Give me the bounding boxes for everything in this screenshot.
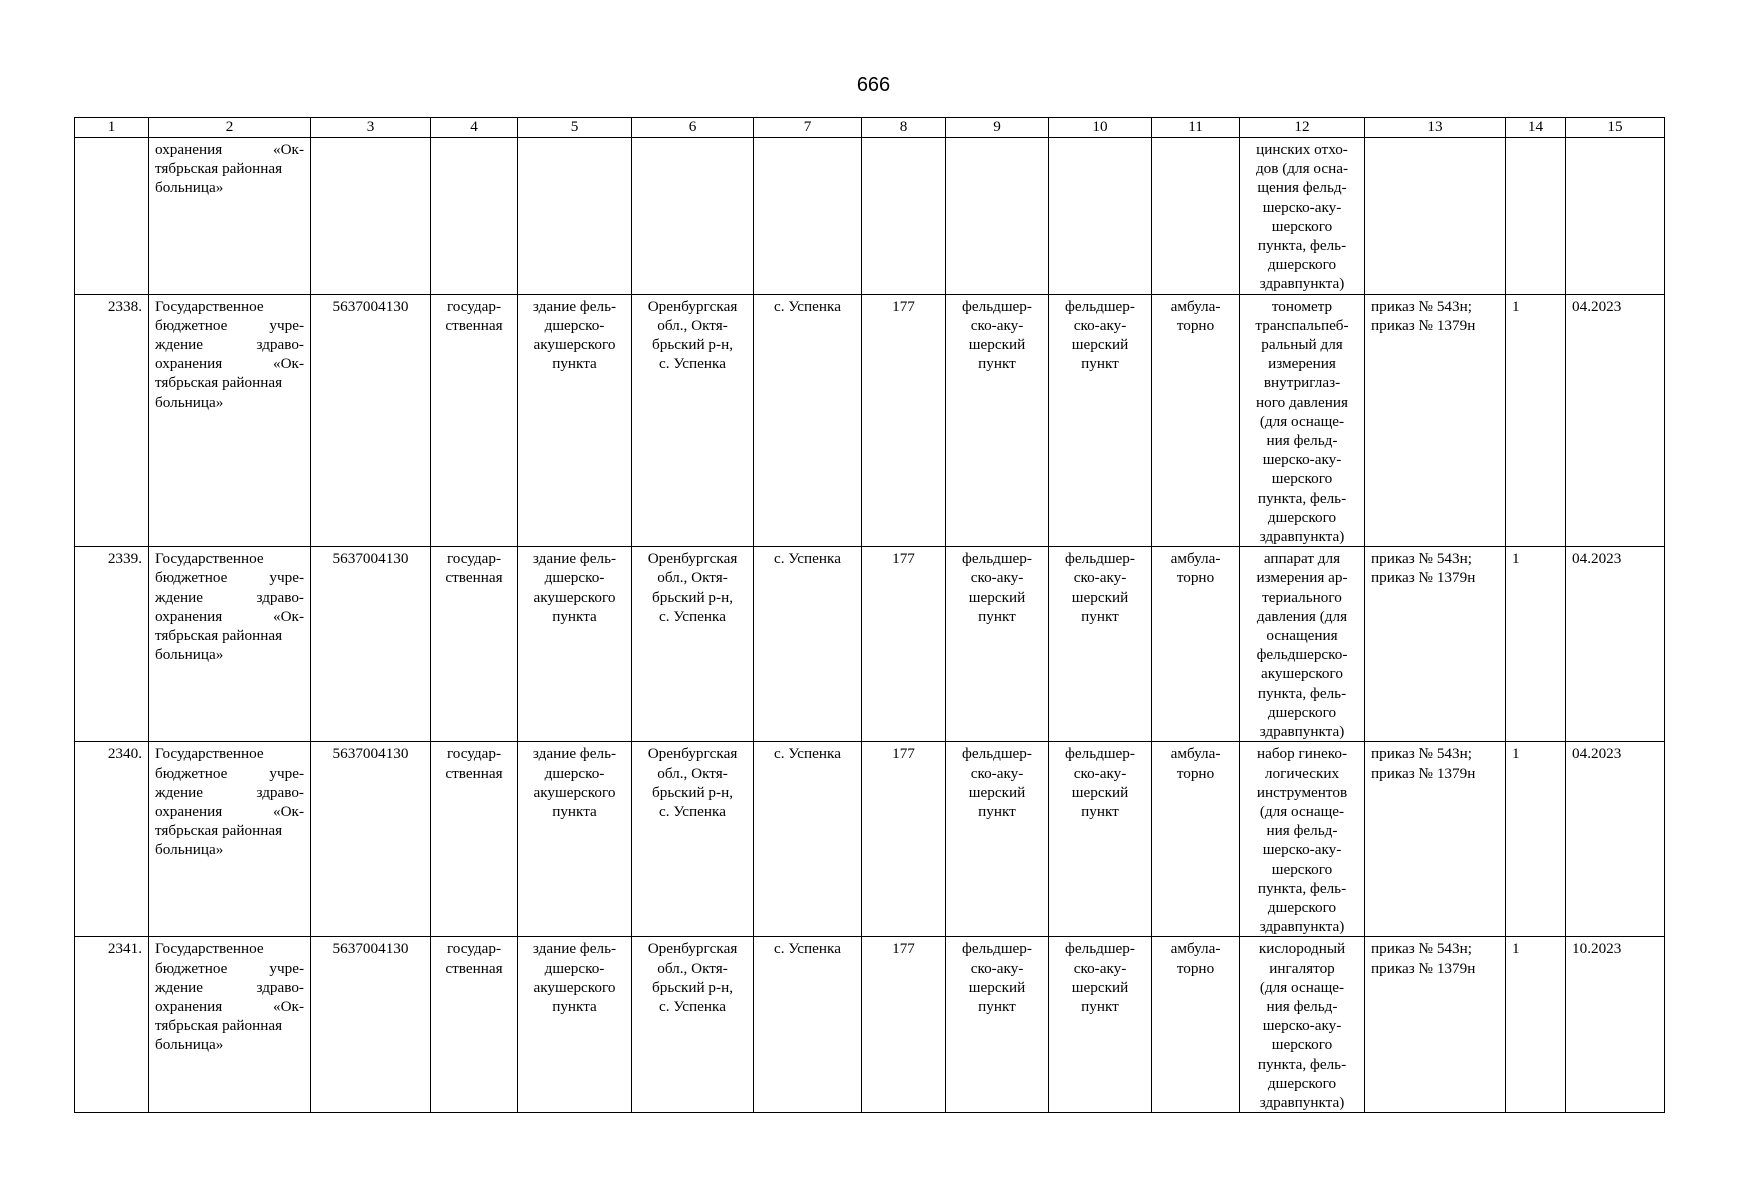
organization-line: [155, 335, 304, 354]
inn-cell: 5637004130: [311, 547, 431, 742]
equipment-cell: [1240, 742, 1365, 937]
basis-line: приказ № 543н;: [1371, 550, 1472, 568]
type-a-cell: [946, 547, 1049, 742]
building-line: здание фель-: [532, 745, 617, 763]
registry-table: [74, 117, 1665, 1113]
inn-cell: 5637004130: [311, 294, 431, 547]
type-b-line: фельдшер-: [1065, 297, 1135, 315]
type-a-line: ско-аку-: [970, 569, 1024, 587]
organization-word: охранения: [155, 802, 223, 820]
ownership-line: государ-: [446, 940, 502, 958]
equipment-line: ния фельд-: [1266, 822, 1338, 840]
building-line: акушерского: [533, 588, 616, 606]
type-b-line: фельдшер-: [1065, 550, 1135, 568]
building-cell: [518, 742, 632, 937]
equipment-line: пункта, фель-: [1257, 1055, 1347, 1073]
basis-line: приказ № 543н;: [1371, 297, 1472, 315]
equipment-line: шерского: [1271, 1036, 1333, 1054]
equipment-line: (для оснаще-: [1259, 412, 1345, 430]
ownership-line: ственная: [445, 764, 503, 782]
type-a-line: ско-аку-: [970, 959, 1024, 977]
care-cell: [1152, 742, 1240, 937]
building-line: пункта: [552, 355, 597, 373]
building-line: здание фель-: [532, 940, 617, 958]
equipment-cell: [1240, 547, 1365, 742]
organization-line: [155, 607, 304, 626]
type-a-line: фельдшер-: [962, 745, 1032, 763]
page-number: 666: [856, 74, 891, 96]
code-cell: 177: [862, 294, 946, 547]
cell-empty: [1506, 138, 1566, 295]
address-line: обл., Октя-: [657, 569, 728, 587]
address-cell: [632, 937, 754, 1113]
column-number-11: 11: [1152, 118, 1240, 138]
organization-word: учре-: [269, 764, 304, 782]
continuation-row: [75, 138, 1665, 295]
type-a-line: пункт: [978, 997, 1016, 1015]
care-line: амбула-: [1170, 745, 1221, 763]
organization-line: [155, 316, 304, 335]
type-a-line: шерский: [968, 783, 1026, 801]
cell-empty: [632, 138, 754, 295]
type-a-line: шерский: [968, 978, 1026, 996]
column-number-8: 8: [862, 118, 946, 138]
column-number-row: [75, 118, 1665, 138]
cell-empty: [754, 138, 862, 295]
organization-word: бюджетное: [155, 764, 228, 782]
building-cell: [518, 937, 632, 1113]
equipment-cell: [1240, 937, 1365, 1113]
organization-line: Государственное: [155, 940, 264, 958]
organization-word: ждение: [155, 588, 203, 606]
address-cell: [632, 547, 754, 742]
equipment-line: дшерского: [1267, 898, 1337, 916]
organization-line: больница»: [155, 1036, 224, 1054]
organization-word: охранения: [155, 997, 223, 1015]
organization-line: больница»: [155, 179, 224, 197]
address-line: Оренбургская: [647, 940, 738, 958]
address-line: обл., Октя-: [657, 316, 728, 334]
equipment-line: кислородный: [1258, 940, 1346, 958]
care-cell: [1152, 547, 1240, 742]
organization-line: [155, 978, 304, 997]
equipment-line: здравпункта): [1259, 1093, 1345, 1111]
type-a-cell: [946, 742, 1049, 937]
building-cell: [518, 294, 632, 547]
organization-line: Государственное: [155, 297, 264, 315]
date-cell: 10.2023: [1566, 937, 1665, 1113]
organization-line: [155, 764, 304, 783]
address-cell: [632, 294, 754, 547]
type-b-cell: [1049, 294, 1152, 547]
column-number-12: 12: [1240, 118, 1365, 138]
column-number-4: 4: [431, 118, 518, 138]
organization-word: учре-: [269, 959, 304, 977]
type-b-cell: [1049, 547, 1152, 742]
equipment-line: ния фельд-: [1266, 997, 1338, 1015]
table-row: [75, 547, 1665, 742]
equipment-line: дов (для осна-: [1255, 160, 1349, 178]
organization-line: больница»: [155, 393, 224, 411]
cell-empty: [431, 138, 518, 295]
type-a-cell: [946, 294, 1049, 547]
cell-empty: [1566, 138, 1665, 295]
organization-line: тябрьская районная: [155, 822, 283, 840]
table-row: [75, 294, 1665, 547]
type-b-cell: [1049, 742, 1152, 937]
code-cell: 177: [862, 547, 946, 742]
organization-line: [155, 959, 304, 978]
building-line: акушерского: [533, 783, 616, 801]
organization-word: «Ок-: [273, 802, 304, 820]
organization-cell: [149, 742, 311, 937]
organization-line: больница»: [155, 646, 224, 664]
column-number-1: 1: [75, 118, 149, 138]
organization-word: «Ок-: [273, 355, 304, 373]
address-line: Оренбургская: [647, 297, 738, 315]
basis-line: приказ № 1379н: [1371, 316, 1476, 334]
equipment-cell: [1240, 294, 1365, 547]
equipment-line: (для оснаще-: [1259, 802, 1345, 820]
column-number-2: 2: [149, 118, 311, 138]
building-cell: [518, 547, 632, 742]
table-row: [75, 742, 1665, 937]
equipment-line: внутриглаз-: [1263, 374, 1341, 392]
equipment-line: логических: [1264, 764, 1340, 782]
equipment-line: дшерского: [1267, 256, 1337, 274]
code-cell: 177: [862, 937, 946, 1113]
organization-word: бюджетное: [155, 569, 228, 587]
type-a-line: ско-аку-: [970, 764, 1024, 782]
ownership-line: государ-: [446, 550, 502, 568]
type-a-line: ско-аку-: [970, 316, 1024, 334]
type-a-line: пункт: [978, 355, 1016, 373]
inn-cell: 5637004130: [311, 937, 431, 1113]
organization-word: учре-: [269, 569, 304, 587]
quantity-cell: 1: [1506, 547, 1566, 742]
equipment-line: оснащения: [1266, 627, 1338, 645]
organization-line: [155, 588, 304, 607]
address-line: обл., Октя-: [657, 764, 728, 782]
equipment-line: (для оснаще-: [1259, 978, 1345, 996]
column-number-13: 13: [1365, 118, 1506, 138]
building-line: акушерского: [533, 978, 616, 996]
equipment-line: пункта, фель-: [1257, 237, 1347, 255]
equipment-line: териального: [1262, 588, 1342, 606]
equipment-line: пункта, фель-: [1257, 489, 1347, 507]
organization-line: тябрьская районная: [155, 1017, 283, 1035]
organization-cell: [149, 547, 311, 742]
organization-word: «Ок-: [273, 607, 304, 625]
building-line: дшерско-: [544, 316, 605, 334]
type-b-line: шерский: [1071, 978, 1129, 996]
equipment-line: аппарат для: [1263, 550, 1341, 568]
type-a-cell: [946, 937, 1049, 1113]
basis-cell: [1365, 547, 1506, 742]
equipment-line: фельдшерско-: [1256, 646, 1348, 664]
equipment-line: дшерского: [1267, 1074, 1337, 1092]
row-number: 2340.: [75, 742, 149, 937]
organization-word: здраво-: [256, 783, 304, 801]
date-cell: 04.2023: [1566, 742, 1665, 937]
organization-cell: [149, 937, 311, 1113]
equipment-line: шерско-аку-: [1262, 841, 1342, 859]
address-line: Оренбургская: [647, 745, 738, 763]
equipment-line: ния фельд-: [1266, 432, 1338, 450]
inn-cell: 5637004130: [311, 742, 431, 937]
ownership-line: государ-: [446, 745, 502, 763]
equipment-line: давления (для: [1256, 607, 1348, 625]
address-line: брьский р-н,: [652, 588, 733, 606]
column-number-15: 15: [1566, 118, 1665, 138]
care-line: торно: [1176, 764, 1215, 782]
equipment-line: дшерского: [1267, 508, 1337, 526]
care-line: торно: [1176, 959, 1215, 977]
address-line: с. Успенка: [659, 607, 726, 625]
equipment-line: здравпункта): [1259, 275, 1345, 293]
row-number: 2339.: [75, 547, 149, 742]
organization-word: ждение: [155, 783, 203, 801]
column-number-9: 9: [946, 118, 1049, 138]
cell-empty: [75, 138, 149, 295]
care-line: амбула-: [1170, 297, 1221, 315]
equipment-line: транспальпеб-: [1255, 316, 1349, 334]
quantity-cell: 1: [1506, 294, 1566, 547]
organization-word: бюджетное: [155, 959, 228, 977]
type-a-line: шерский: [968, 588, 1026, 606]
column-number-14: 14: [1506, 118, 1566, 138]
equipment-line: шерско-аку-: [1262, 451, 1342, 469]
type-b-line: ско-аку-: [1073, 569, 1127, 587]
type-b-line: фельдшер-: [1065, 940, 1135, 958]
equipment-line: щения фельд-: [1257, 179, 1347, 197]
type-a-line: фельдшер-: [962, 550, 1032, 568]
cell-empty: [1049, 138, 1152, 295]
organization-line: [155, 568, 304, 587]
type-b-line: ско-аку-: [1073, 316, 1127, 334]
organization-line: больница»: [155, 841, 224, 859]
quantity-cell: 1: [1506, 742, 1566, 937]
organization-word: здраво-: [256, 588, 304, 606]
code-cell: 177: [862, 742, 946, 937]
cell-empty: [518, 138, 632, 295]
address-line: обл., Октя-: [657, 959, 728, 977]
building-line: дшерско-: [544, 569, 605, 587]
care-line: торно: [1176, 569, 1215, 587]
organization-word: учре-: [269, 316, 304, 334]
organization-line: [155, 354, 304, 373]
equipment-line: здравпункта): [1259, 918, 1345, 936]
basis-line: приказ № 1379н: [1371, 959, 1476, 977]
organization-word: охранения: [155, 355, 223, 373]
equipment-line: цинских отхо-: [1256, 141, 1348, 158]
ownership-cell: [431, 294, 518, 547]
equipment-line: пункта, фель-: [1257, 879, 1347, 897]
care-cell: [1152, 937, 1240, 1113]
care-line: торно: [1176, 316, 1215, 334]
equipment-line: здравпункта): [1259, 723, 1345, 741]
care-line: амбула-: [1170, 940, 1221, 958]
ownership-line: государ-: [446, 297, 502, 315]
type-b-line: шерский: [1071, 336, 1129, 354]
organization-word: здраво-: [256, 978, 304, 996]
address-line: Оренбургская: [647, 550, 738, 568]
organization-line: тябрьская районная: [155, 627, 283, 645]
equipment-line: шерского: [1271, 470, 1333, 488]
settlement-cell: с. Успенка: [754, 294, 862, 547]
column-number-7: 7: [754, 118, 862, 138]
basis-cell: [1365, 294, 1506, 547]
type-a-line: фельдшер-: [962, 940, 1032, 958]
organization-line: тябрьская районная: [155, 160, 283, 178]
equipment-line: здравпункта): [1259, 528, 1345, 546]
organization-line: Государственное: [155, 745, 264, 763]
type-a-line: фельдшер-: [962, 297, 1032, 315]
equipment-line: ингалятор: [1269, 959, 1335, 977]
organization-word: охранения: [155, 607, 223, 625]
organization-line: [155, 802, 304, 821]
ownership-cell: [431, 742, 518, 937]
organization-word: ждение: [155, 978, 203, 996]
equipment-cell: [1240, 138, 1365, 295]
address-line: с. Успенка: [659, 355, 726, 373]
type-b-line: ско-аку-: [1073, 959, 1127, 977]
organization-word: бюджетное: [155, 316, 228, 334]
type-b-line: фельдшер-: [1065, 745, 1135, 763]
basis-line: приказ № 1379н: [1371, 569, 1476, 587]
row-number: 2338.: [75, 294, 149, 547]
care-line: амбула-: [1170, 550, 1221, 568]
cell-empty: [862, 138, 946, 295]
address-line: с. Успенка: [659, 997, 726, 1015]
building-line: дшерско-: [544, 764, 605, 782]
building-line: пункта: [552, 607, 597, 625]
equipment-line: ного давления: [1256, 393, 1348, 411]
equipment-line: акушерского: [1261, 665, 1343, 683]
type-b-line: пункт: [1081, 997, 1119, 1015]
address-line: с. Успенка: [659, 802, 726, 820]
row-number: 2341.: [75, 937, 149, 1113]
equipment-line: инструментов: [1256, 783, 1348, 801]
date-cell: 04.2023: [1566, 294, 1665, 547]
address-line: брьский р-н,: [652, 783, 733, 801]
organization-word: «Ок-: [273, 997, 304, 1015]
organization-line: тябрьская районная: [155, 374, 283, 392]
organization-line: [155, 783, 304, 802]
ownership-cell: [431, 547, 518, 742]
organization-cell: [149, 294, 311, 547]
equipment-line: шерско-аку-: [1262, 1017, 1342, 1035]
building-line: здание фель-: [532, 550, 617, 568]
equipment-line: измерения ар-: [1256, 569, 1348, 587]
table-row: [75, 937, 1665, 1113]
type-b-line: шерский: [1071, 588, 1129, 606]
equipment-line: тонометр: [1271, 297, 1333, 315]
settlement-cell: с. Успенка: [754, 937, 862, 1113]
ownership-line: ственная: [445, 316, 503, 334]
settlement-cell: с. Успенка: [754, 547, 862, 742]
basis-cell: [1365, 742, 1506, 937]
type-b-line: ско-аку-: [1073, 764, 1127, 782]
table-body: [75, 118, 1665, 1113]
type-a-line: шерский: [968, 336, 1026, 354]
building-line: пункта: [552, 997, 597, 1015]
organization-word: здраво-: [256, 336, 304, 354]
cell-empty: [1152, 138, 1240, 295]
column-number-6: 6: [632, 118, 754, 138]
type-b-line: пункт: [1081, 607, 1119, 625]
equipment-line: пункта, фель-: [1257, 684, 1347, 702]
column-number-5: 5: [518, 118, 632, 138]
care-cell: [1152, 294, 1240, 547]
cell-empty: [946, 138, 1049, 295]
equipment-line: шерского: [1271, 860, 1333, 878]
organization-line: Государственное: [155, 550, 264, 568]
building-line: дшерско-: [544, 959, 605, 977]
type-b-line: шерский: [1071, 783, 1129, 801]
address-cell: [632, 742, 754, 937]
ownership-cell: [431, 937, 518, 1113]
ownership-line: ственная: [445, 569, 503, 587]
equipment-line: шерского: [1271, 217, 1333, 235]
cell-empty: [311, 138, 431, 295]
organization-cell: [149, 138, 311, 295]
column-number-3: 3: [311, 118, 431, 138]
column-number-10: 10: [1049, 118, 1152, 138]
equipment-line: измерения: [1268, 355, 1336, 373]
equipment-line: шерско-аку-: [1262, 198, 1342, 216]
address-line: брьский р-н,: [652, 978, 733, 996]
cell-empty: [1365, 138, 1506, 295]
type-a-line: пункт: [978, 607, 1016, 625]
equipment-line: дшерского: [1267, 703, 1337, 721]
quantity-cell: 1: [1506, 937, 1566, 1113]
basis-line: приказ № 1379н: [1371, 764, 1476, 782]
basis-cell: [1365, 937, 1506, 1113]
basis-line: приказ № 543н;: [1371, 745, 1472, 763]
settlement-cell: с. Успенка: [754, 742, 862, 937]
organization-line: охранения «Ок-: [155, 141, 304, 158]
building-line: акушерского: [533, 336, 616, 354]
building-line: пункта: [552, 802, 597, 820]
organization-line: [155, 997, 304, 1016]
type-b-line: пункт: [1081, 355, 1119, 373]
date-cell: 04.2023: [1566, 547, 1665, 742]
type-a-line: пункт: [978, 802, 1016, 820]
ownership-line: ственная: [445, 959, 503, 977]
equipment-line: набор гинеко-: [1256, 745, 1348, 763]
equipment-line: ральный для: [1261, 336, 1343, 354]
building-line: здание фель-: [532, 297, 617, 315]
type-b-cell: [1049, 937, 1152, 1113]
basis-line: приказ № 543н;: [1371, 940, 1472, 958]
address-line: брьский р-н,: [652, 336, 733, 354]
type-b-line: пункт: [1081, 802, 1119, 820]
organization-word: ждение: [155, 336, 203, 354]
